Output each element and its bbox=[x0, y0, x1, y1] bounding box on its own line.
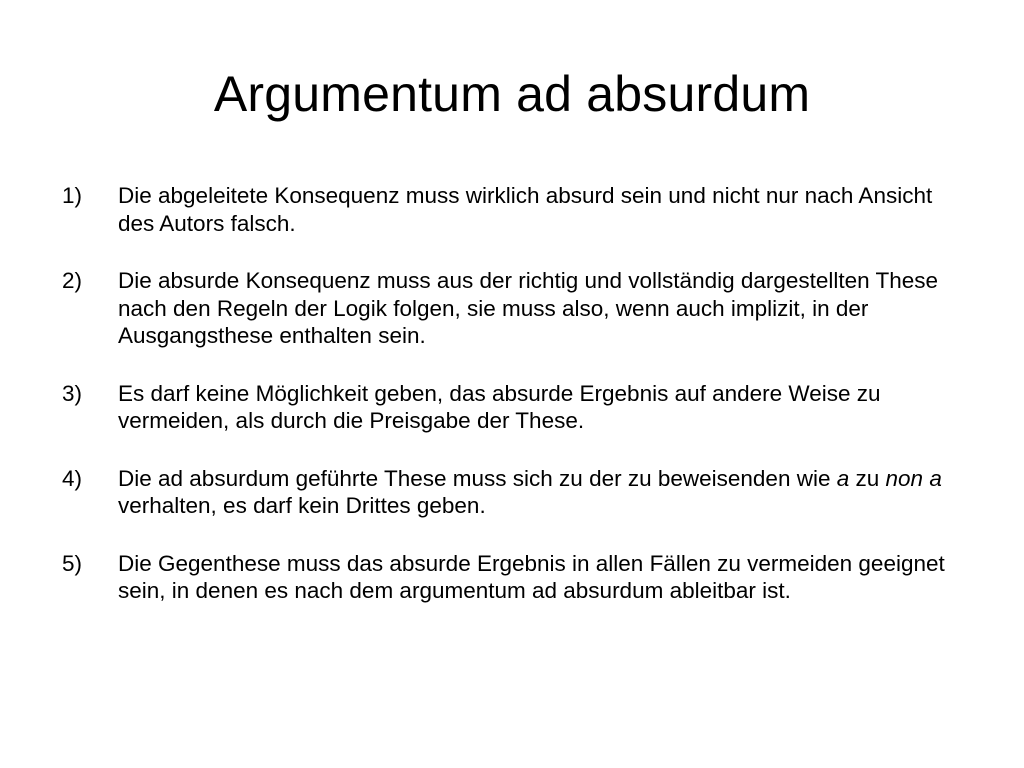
list-item bbox=[62, 380, 962, 435]
item-text-italic: a bbox=[836, 465, 850, 491]
item-text-part: Die ad absurdum geführte These muss sich zu der zu beweisenden wie bbox=[118, 465, 837, 491]
item-number: 5) bbox=[62, 550, 83, 576]
item-text-part: verhalten, es darf kein Drittes geben. bbox=[118, 493, 486, 518]
item-text: Die Gegenthese muss das absurde Ergebnis in allen Fällen zu vermeiden geeignet sein, in denen es nach dem argumentum ad absurdum ableitbar ist. bbox=[118, 550, 945, 603]
item-text-italic: non a bbox=[885, 465, 942, 491]
item-number: 4) bbox=[62, 465, 83, 491]
item-text: Die abgeleitete Konsequenz muss wirklich absurd sein und nicht nur nach Ansicht des Autors falsch. bbox=[118, 183, 933, 236]
list-item bbox=[62, 182, 962, 237]
item-number: 1) bbox=[62, 183, 83, 208]
item-text: Die absurde Konsequenz muss aus der richtig und vollständig dargestellten These nach den Regeln der Logik folgen, sie muss also, wenn auch implizit, in der Ausgangsthese enthalten sein. bbox=[118, 268, 939, 348]
item-text-part: zu bbox=[849, 465, 886, 491]
item-number: 3) bbox=[62, 380, 83, 406]
slide-title: Argumentum ad absurdum bbox=[213, 66, 811, 122]
list-item bbox=[62, 550, 962, 605]
list-item bbox=[62, 267, 962, 350]
item-number: 2) bbox=[62, 268, 83, 293]
item-text: Es darf keine Möglichkeit geben, das absurde Ergebnis auf andere Weise zu vermeiden, als durch die Preisgabe der These. bbox=[118, 380, 881, 433]
item-text bbox=[118, 466, 942, 519]
list-item bbox=[62, 465, 962, 520]
numbered-list bbox=[62, 182, 962, 635]
